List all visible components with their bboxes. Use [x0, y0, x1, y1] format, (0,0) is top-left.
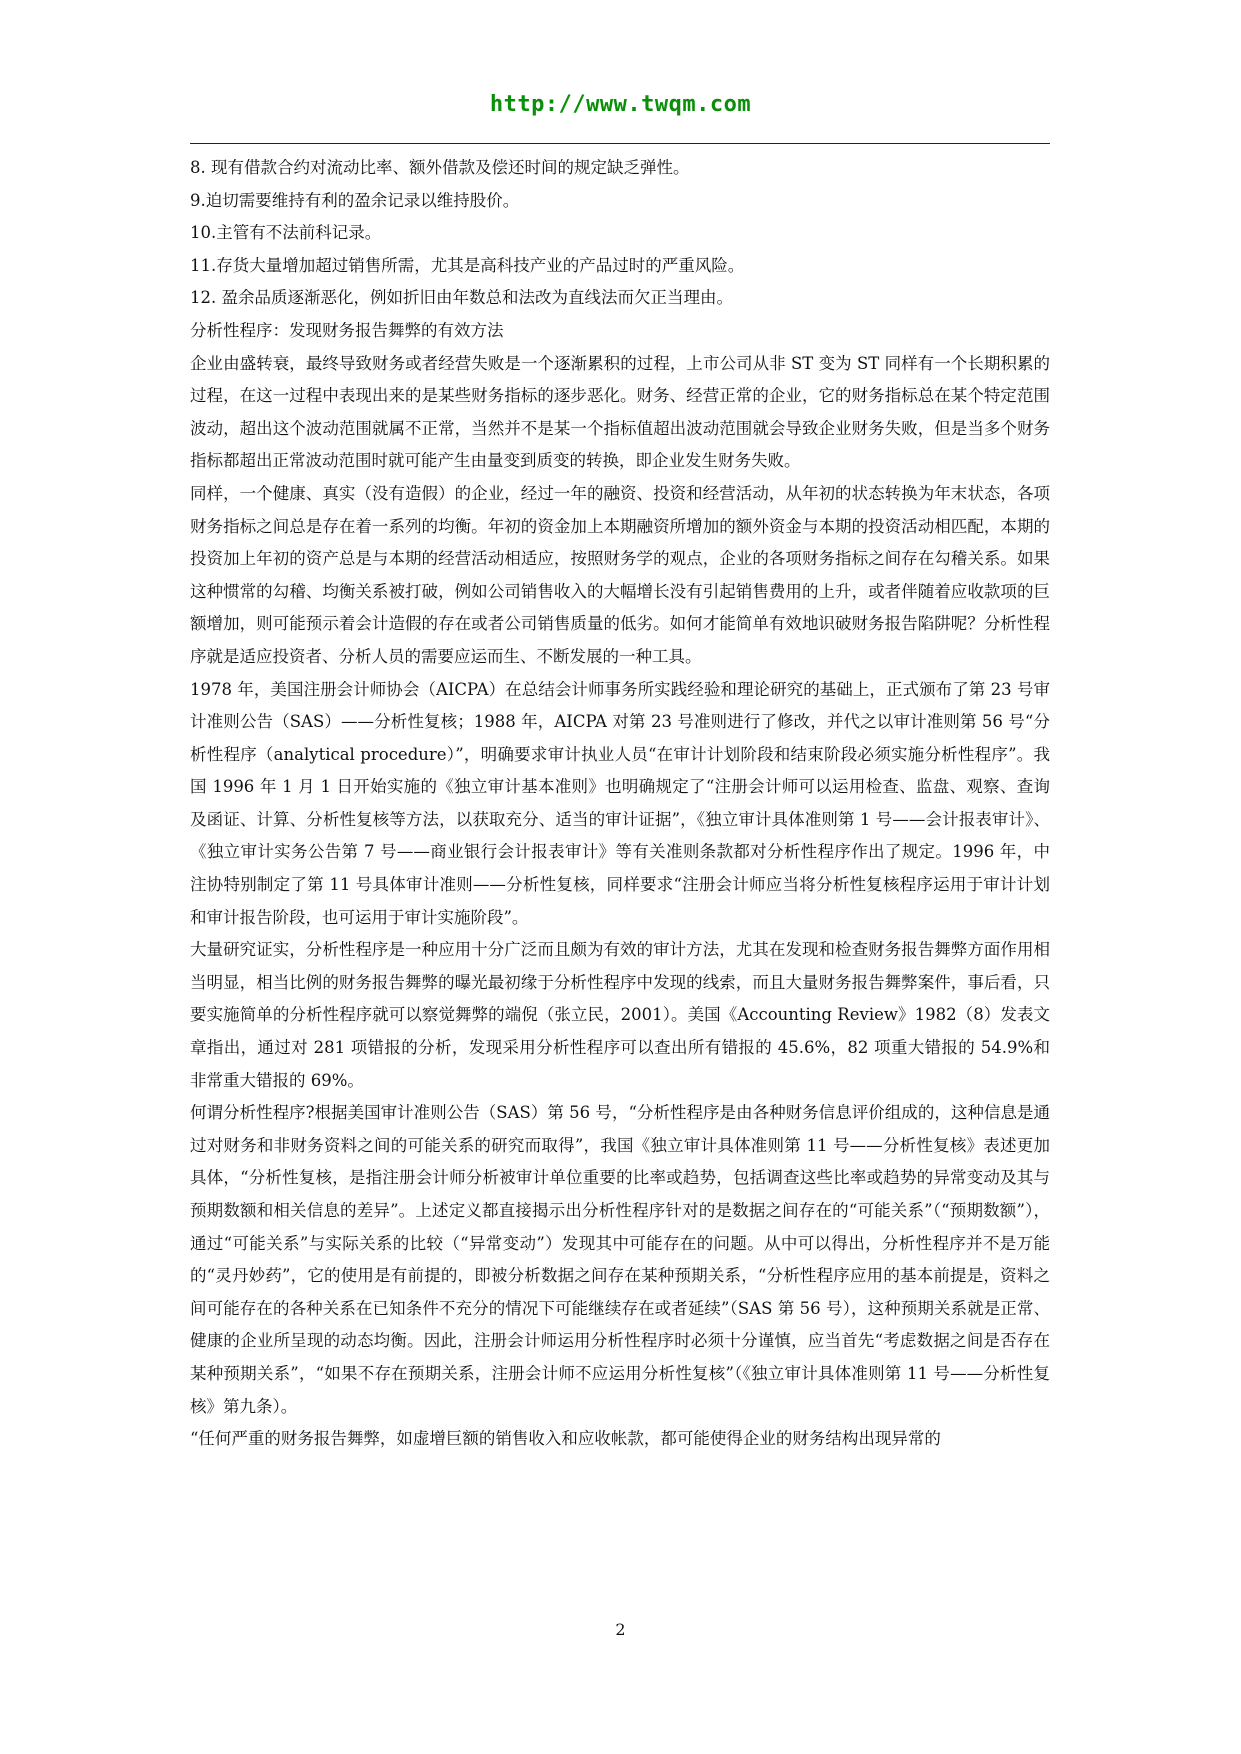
section-heading: 分析性程序：发现财务报告舞弊的有效方法	[190, 320, 504, 340]
body-paragraph: 何谓分析性程序?根据美国审计准则公告（SAS）第 56 号，“分析性程序是由各种财务信息评价组成的，这种信息是通过对财务和非财务资料之间的可能关系的研究而取得”，我国《独立审计具体准则第 11 号——分析性复核》表述更加具体，“分析性复核，是指注册会计师分析被审计单位重要的比率或趋势，包括调查这些比率或趋势的异常变动及其与预期数额和相关信息的差异”。上述定义都直接揭示出分析性程序针对的是数据之间存在的“可能关系”（“预期数额”），通过“可能关系”与实际关系的比较（“异常变动”）发现其中可能存在的问题。从中可以得出，分析性程序并不是万能的“灵丹妙药”，它的使用是有前提的，即被分析数据之间存在某种预期关系，“分析性程序应用的基本前提是，资料之间可能存在的各种关系在已知条件不充分的情况下可能继续存在或者延续”（SAS 第 56 号），这种预期关系就是正常、健康的企业所呈现的动态均衡。因此，注册会计师运用分析性程序时必须十分谨慎，应当首先“考虑数据之间是否存在某种预期关系”，“如果不存在预期关系，注册会计师不应运用分析性复核”（《独立审计具体准则第 11 号——分析性复核》第九条）。	[190, 1103, 1050, 1416]
list-item-12: 12. 盈余品质逐渐恶化，例如折旧由年数总和法改为直线法而欠正当理由。	[190, 288, 733, 308]
page-number: 2	[615, 1620, 626, 1639]
list-item-11: 11.存货大量增加超过销售所需，尤其是高科技产业的产品过时的严重风险。	[190, 255, 745, 275]
body-paragraph: 同样，一个健康、真实（没有造假）的企业，经过一年的融资、投资和经营活动，从年初的状态转换为年末状态，各项财务指标之间总是存在着一系列的均衡。年初的资金加上本期融资所增加的额外资金与本期的投资活动相匹配，本期的投资加上年初的资产总是与本期的经营活动相适应，按照财务学的观点，企业的各项财务指标之间存在勾稽关系。如果这种惯常的勾稽、均衡关系被打破，例如公司销售收入的大幅增长没有引起销售费用的上升，或者伴随着应收款项的巨额增加，则可能预示着会计造假的存在或者公司销售质量的低劣。如何才能简单有效地识破财务报告陷阱呢？分析性程序就是适应投资者、分析人员的需要应运而生、不断发展的一种工具。	[190, 483, 1050, 666]
header-url: http://www.twqm.com	[489, 92, 752, 117]
list-item-10: 10.主管有不法前科记录。	[190, 223, 382, 243]
document-body	[190, 152, 1050, 1456]
header-divider	[190, 143, 1050, 144]
body-paragraph: 企业由盛转衰，最终导致财务或者经营失败是一个逐渐累积的过程，上市公司从非 ST 变为 ST 同样有一个长期积累的过程，在这一过程中表现出来的是某些财务指标的逐步恶化。财务、经营正常的企业，它的财务指标总在某个特定范围波动，超出这个波动范围就属不正常，当然并不是某一个指标值超出波动范围就会导致企业财务失败，但是当多个财务指标都超出正常波动范围时就可能产生由量变到质变的转换，即企业发生财务失败。	[190, 353, 1050, 471]
list-item-8: 8. 现有借款合约对流动比率、额外借款及偿还时间的规定缺乏弹性。	[190, 158, 690, 177]
body-paragraph: 1978 年，美国注册会计师协会（AICPA）在总结会计师事务所实践经验和理论研究的基础上，正式颁布了第 23 号审计准则公告（SAS）——分析性复核；1988 年，AICPA 对第 23 号准则进行了修改，并代之以审计准则第 56 号“分析性程序（analytical procedure）”，明确要求审计执业人员“在审计计划阶段和结束阶段必须实施分析性程序”。我国 1996 年 1 月 1 日开始实施的《独立审计基本准则》也明确规定了“注册会计师可以运用检查、监盘、观察、查询及函证、计算、分析性复核等方法，以获取充分、适当的审计证据”，《独立审计具体准则第 1 号——会计报表审计》、《独立审计实务公告第 7 号——商业银行会计报表审计》等有关准则条款都对分析性程序作出了规定。1996 年，中注协特别制定了第 11 号具体审计准则——分析性复核，同样要求“注册会计师应当将分析性复核程序运用于审计计划和审计报告阶段，也可运用于审计实施阶段”。	[190, 679, 1050, 927]
list-item-9: 9.迫切需要维持有利的盈余记录以维持股价。	[190, 190, 520, 210]
body-paragraph: “任何严重的财务报告舞弊，如虚增巨额的销售收入和应收帐款，都可能使得企业的财务结构出现异常的	[190, 1429, 941, 1449]
body-paragraph: 大量研究证实，分析性程序是一种应用十分广泛而且颇为有效的审计方法，尤其在发现和检查财务报告舞弊方面作用相当明显，相当比例的财务报告舞弊的曝光最初缘于分析性程序中发现的线索，而且大量财务报告舞弊案件，事后看，只要实施简单的分析性程序就可以察觉舞弊的端倪（张立民，2001）。美国《Accounting Review》1982（8）发表文章指出，通过对 281 项错报的分析，发现采用分析性程序可以查出所有错报的 45.6%，82 项重大错报的 54.9%和非常重大错报的 69%。	[190, 940, 1050, 1090]
